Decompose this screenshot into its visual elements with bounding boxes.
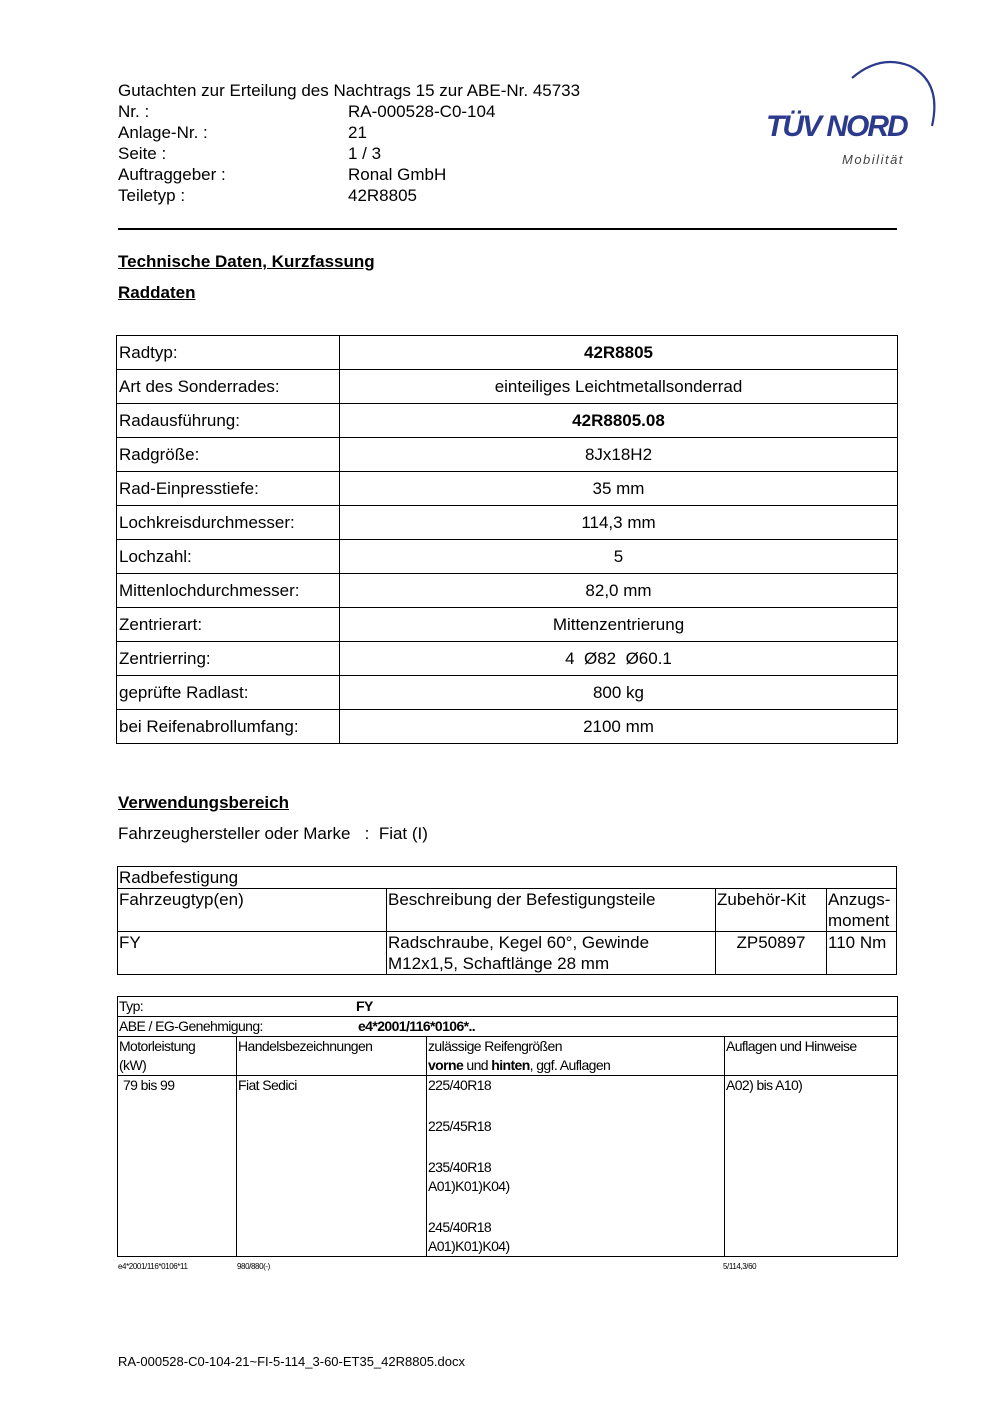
row-label: Radtyp: [117, 336, 340, 370]
col-header-notes: Auflagen und Hinweise [725, 1037, 898, 1076]
logo-subtitle: Mobilität [842, 152, 904, 167]
table-row [117, 642, 898, 676]
spacer [428, 1095, 723, 1117]
section-title-usage: Verwendungsbereich [118, 793, 289, 812]
small-approval-code: e4*2001/116*0106*11 [118, 1262, 188, 1271]
header-label: Anlage-Nr. : [118, 123, 208, 142]
power-header-line2: (kW) [119, 1057, 147, 1073]
row-label: bei Reifenabrollumfang: [117, 710, 340, 744]
col-header-description: Beschreibung der Befestigungsteile [387, 889, 716, 932]
row-label: Lochzahl: [117, 540, 340, 574]
row-value: 800 kg [340, 676, 898, 710]
table-row [117, 506, 898, 540]
type-label: Typ: [119, 998, 144, 1014]
tyre-size: 235/40R18 [428, 1159, 492, 1175]
tyres-header-end: , ggf. Auflagen [529, 1057, 611, 1073]
row-value: 114,3 mm [340, 506, 898, 540]
vehicle-type: FY [118, 932, 387, 975]
header-label: Seite : [118, 144, 167, 163]
type-cell [118, 997, 898, 1017]
torque-header-line2: moment [828, 911, 890, 930]
tyre-conditions: A01)K01)K04) [428, 1238, 510, 1254]
table-row [118, 1076, 898, 1257]
tyres-header-line1: zulässige Reifengrößen [428, 1038, 562, 1054]
row-value: einteiliges Leichtmetallsonderrad [340, 370, 898, 404]
tyre-size: 225/40R18 [428, 1077, 492, 1093]
header-label: Auftraggeber : [118, 165, 226, 184]
header-row-nr [118, 101, 580, 122]
col-header-torque [827, 889, 897, 932]
row-label: Rad-Einpresstiefe: [117, 472, 340, 506]
header-value: 21 [348, 123, 367, 142]
table-row [118, 867, 897, 889]
col-header-tyre-sizes [427, 1037, 725, 1076]
table-row [117, 574, 898, 608]
header-row-teiletyp [118, 185, 580, 206]
description-line2: M12x1,5, Schaftlänge 28 mm [388, 954, 610, 973]
power-header-line1: Motorleistung [119, 1038, 196, 1054]
row-value: 35 mm [340, 472, 898, 506]
table-header-row [118, 889, 897, 932]
header-divider [118, 228, 897, 230]
row-label: geprüfte Radlast: [117, 676, 340, 710]
table-row [117, 336, 898, 370]
torque-header-line1: Anzugs- [828, 890, 891, 909]
approval-cell [118, 1017, 898, 1037]
tyres-header-rear: hinten [491, 1057, 530, 1073]
wheel-data-table [116, 335, 898, 744]
manufacturer-value: Fiat (I) [378, 824, 428, 843]
table-row [117, 710, 898, 744]
row-label: Lochkreisdurchmesser: [117, 506, 340, 540]
tyre-sizes [427, 1076, 725, 1257]
row-value: 82,0 mm [340, 574, 898, 608]
row-label: Art des Sonderrades: [117, 370, 340, 404]
tyres-header-line2 [428, 1056, 723, 1075]
spacer [428, 1196, 723, 1218]
table-row [118, 932, 897, 975]
table-row [117, 472, 898, 506]
header-row-seite [118, 143, 580, 164]
tyre-size: 225/45R18 [428, 1118, 492, 1134]
small-bolt-pattern: 5/114,3/60 [723, 1262, 757, 1271]
notes-value: A02) bis A10) [725, 1076, 898, 1257]
tuev-nord-logo [760, 56, 940, 172]
row-label: Radausführung: [117, 404, 340, 438]
section-title-technical-data: Technische Daten, Kurzfassung [118, 252, 375, 271]
logo-brand: TÜV NORD [766, 110, 907, 143]
row-value: 2100 mm [340, 710, 898, 744]
type-row [118, 997, 898, 1017]
trade-name: Fiat Sedici [237, 1076, 427, 1257]
header-row-anlage [118, 122, 580, 143]
tyres-header-and: und [463, 1057, 492, 1073]
row-value: 5 [340, 540, 898, 574]
col-header-kit: Zubehör-Kit [716, 889, 827, 932]
header-row-auftraggeber [118, 164, 580, 185]
row-value: Mittenzentrierung [340, 608, 898, 642]
description-line1: Radschraube, Kegel 60°, Gewinde [388, 933, 650, 952]
power-value: 79 bis 99 [118, 1076, 237, 1257]
row-label: Zentrierring: [117, 642, 340, 676]
section-subtitle-wheel-data: Raddaten [118, 283, 196, 302]
header-value: RA-000528-C0-104 [348, 102, 496, 121]
type-value: FY [356, 998, 373, 1014]
header-label: Teiletyp : [118, 186, 186, 205]
type-approval-table [117, 996, 898, 1257]
row-label: Zentrierart: [117, 608, 340, 642]
table-header-row [118, 1037, 898, 1076]
table-row [117, 404, 898, 438]
report-title: Gutachten zur Erteilung des Nachtrags 15 zur ABE-Nr. 45733 [118, 81, 581, 100]
col-header-trade-names: Handelsbezeichnungen [237, 1037, 427, 1076]
footer-filename: RA-000528-C0-104-21~FI-5-114_3-60-ET35_42R8805.docx [118, 1354, 466, 1369]
approval-value: e4*2001/116*0106*.. [358, 1018, 476, 1034]
fastening-table [117, 866, 897, 975]
tyre-size: 245/40R18 [428, 1219, 492, 1235]
col-header-vehicle-type: Fahrzeugtyp(en) [118, 889, 387, 932]
header-value: 1 / 3 [348, 144, 382, 163]
manufacturer-line [118, 824, 428, 844]
manufacturer-separator: : [364, 824, 370, 843]
col-header-power [118, 1037, 237, 1076]
header-value: Ronal GmbH [348, 165, 447, 184]
tyre-conditions: A01)K01)K04) [428, 1178, 510, 1194]
row-label: Radgröße: [117, 438, 340, 472]
manufacturer-label: Fahrzeughersteller oder Marke [118, 824, 351, 843]
torque-value: 110 Nm [827, 932, 897, 975]
approval-row [118, 1017, 898, 1037]
row-value: 42R8805.08 [340, 404, 898, 438]
row-value: 42R8805 [340, 336, 898, 370]
kit-number: ZP50897 [716, 932, 827, 975]
spacer [428, 1136, 723, 1158]
table-row [117, 540, 898, 574]
document-header [118, 80, 580, 206]
small-dimension-code: 980/880(-) [237, 1262, 270, 1271]
fastening-title: Radbefestigung [118, 867, 897, 889]
header-value: 42R8805 [348, 186, 418, 205]
table-row [117, 438, 898, 472]
fastening-description [387, 932, 716, 975]
row-value: 4 Ø82 Ø60.1 [340, 642, 898, 676]
table-row [117, 676, 898, 710]
row-label: Mittenlochdurchmesser: [117, 574, 340, 608]
table-row [117, 370, 898, 404]
table-row [117, 608, 898, 642]
approval-label: ABE / EG-Genehmigung: [119, 1018, 263, 1034]
tyres-header-front: vorne [428, 1057, 464, 1073]
row-value: 8Jx18H2 [340, 438, 898, 472]
header-label: Nr. : [118, 102, 150, 121]
